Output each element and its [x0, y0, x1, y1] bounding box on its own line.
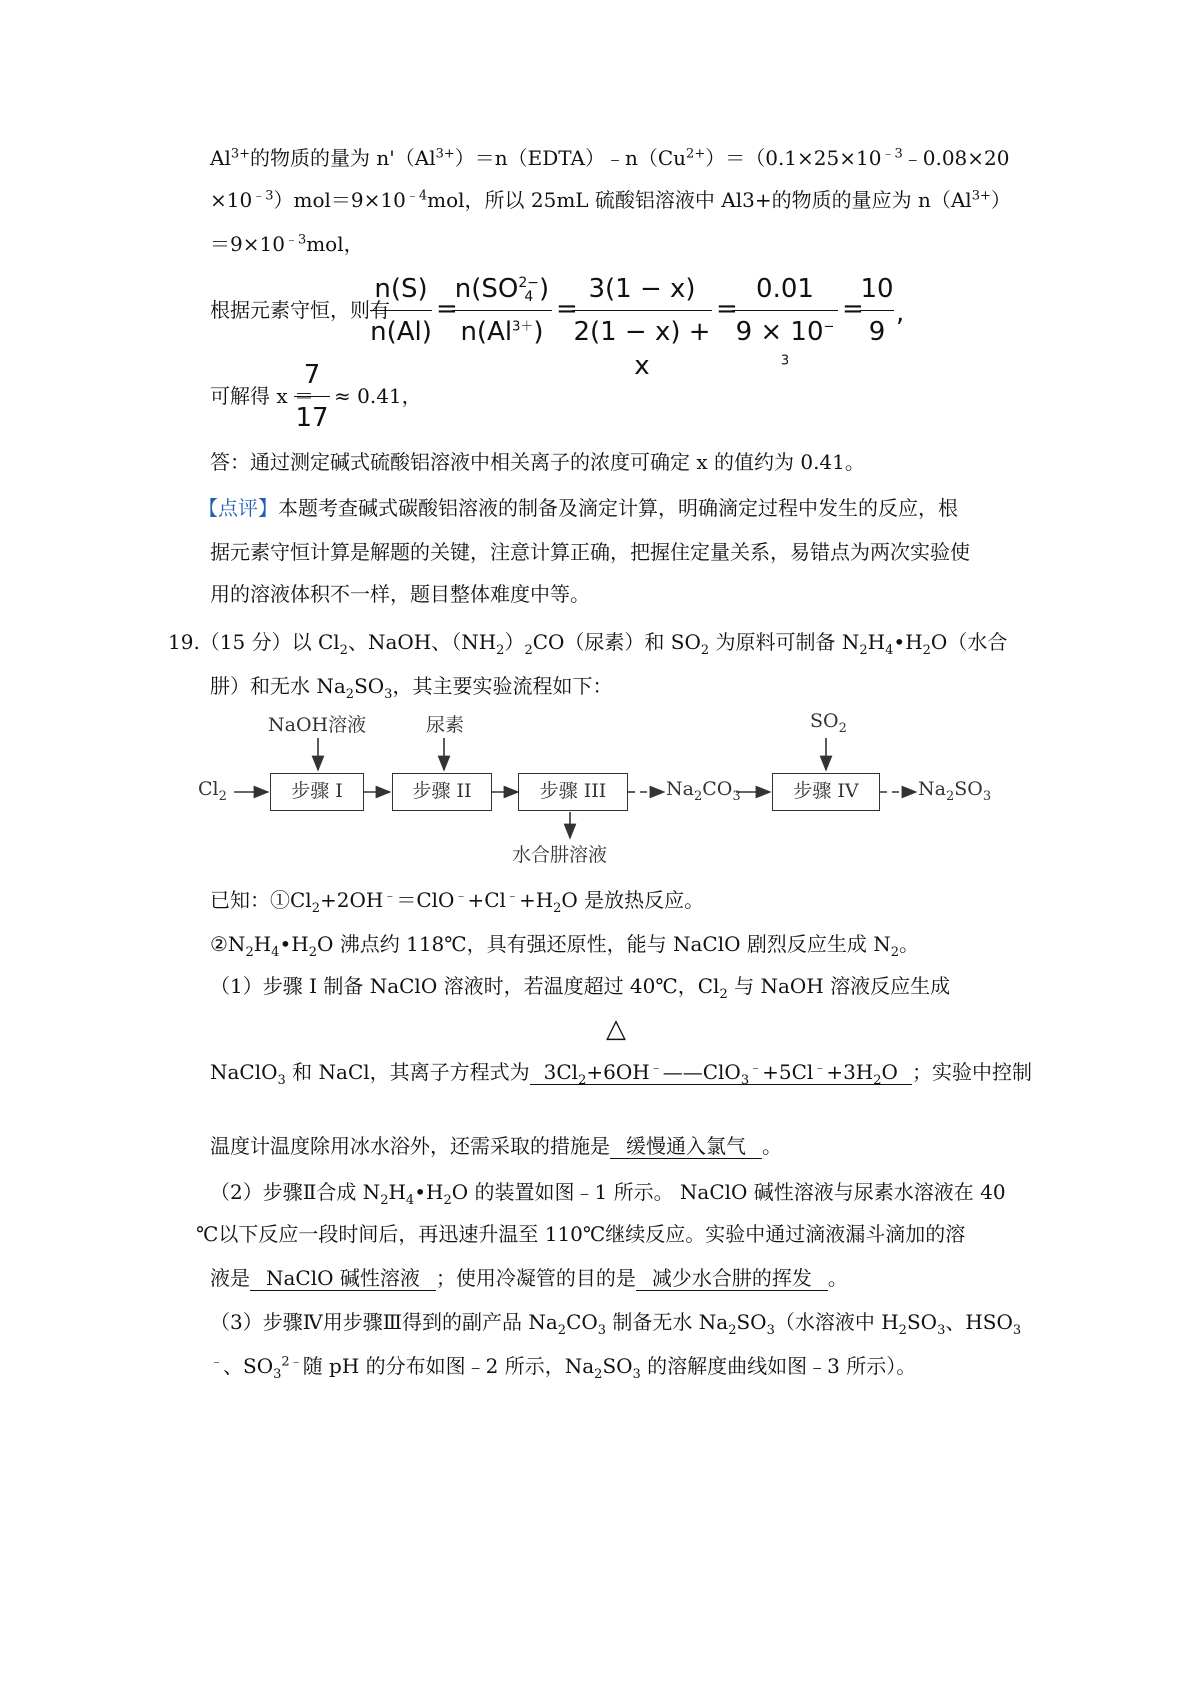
fraction-numeric: 0.01 $9 \times 10^{- 3}$	[732, 272, 838, 383]
step-1-box: 步骤 I	[270, 773, 364, 811]
fraction-x-expression: 3(1 − x) 2(1 − x) + x	[573, 274, 711, 381]
fraction-s-over-al: n(S) n(Al)	[370, 274, 432, 347]
dropping-solution-answer: NaClO 碱性溶液	[250, 1266, 436, 1291]
solution-line-2: $\times 10^{﹣3})mol=9\times 10^{﹣4}mol$，所以 25mL 硫酸铝溶液中 Al3+的物质的量应为 $n(Al^{3+})$	[210, 188, 1011, 212]
product-hydrazine-hydrate-solution: 水合肼溶液	[512, 844, 608, 866]
q19-intro-line-1: 19.（15 分）以 $Cl_2$、NaOH、$(NH_2)_2CO$（尿素）和 $SO_2$ 为原料可制备 $N_2H_4•H_2O$（水合	[168, 630, 1008, 658]
ionic-equation-answer: $3Cl_2+6OH^﹣——ClO_3^﹣+5Cl^﹣+3H_2O$	[530, 1060, 912, 1085]
input-cl2: $Cl_2$	[198, 778, 227, 804]
heating-symbol: △	[606, 1014, 626, 1044]
input-urea: 尿素	[426, 714, 465, 736]
input-naoh-solution: NaOH溶液	[268, 714, 367, 736]
part-2-line-3: 液是 NaClO 碱性溶液 ；使用冷凝管的目的是 减少水合肼的挥发 。	[210, 1266, 848, 1290]
fraction-so4-over-al: n(SO 2− 4 ) $n(Al^{3+})$	[452, 272, 552, 349]
part-1-line-2: NaClO$_3$ 和 NaCl，其离子方程式为 $3Cl_2+6OH^﹣——ClO_3^﹣+5Cl^﹣+3H_2O$ ；实验中控制	[210, 1060, 1032, 1088]
equation-prefix: 根据元素守恒，则有	[210, 298, 390, 322]
step-4-box: 步骤 IV	[772, 773, 880, 811]
fraction-seven-seventeenths: 7 17	[295, 360, 329, 433]
part-1-line-1: （1）步骤 I 制备 NaClO 溶液时，若温度超过 40℃，$Cl_2$ 与 NaOH 溶液反应生成	[210, 974, 951, 1002]
part-2-line-2: ℃以下反应一段时间后，再迅速升温至 110℃继续反应。实验中通过滴液漏斗滴加的溶	[196, 1222, 966, 1246]
q19-intro-line-2: 肼）和无水 $Na_2SO_3$，其主要实验流程如下：	[210, 674, 613, 702]
comma: ,	[896, 298, 905, 328]
solution-line-3: $=9\times 10^{﹣3}mol$，	[210, 232, 364, 256]
known-2: $②N_2H_4•H_2O$ 沸点约 118℃，具有强还原性，能与 NaClO 剧烈反应生成 $N_2$。	[210, 932, 920, 960]
comment-line-2: 据元素守恒计算是解题的关键，注意计算正确，把握住定量关系，易错点为两次实验使	[210, 540, 970, 564]
equals-sign: =	[556, 294, 578, 324]
equals-sign: =	[716, 294, 738, 324]
part-2-line-1: （2）步骤Ⅱ合成 $N_2H_4•H_2O$ 的装置如图﹣1 所示。 NaClO 碱性溶液与尿素水溶液在 40	[210, 1180, 1006, 1208]
comment-line-1: 【点评】本题考查碱式碳酸铝溶液的制备及滴定计算，明确滴定过程中发生的反应，根	[198, 496, 958, 520]
input-so2: $SO_2$	[810, 710, 847, 736]
answer-text: 答：通过测定碱式硫酸铝溶液中相关离子的浓度可确定 x 的值约为 0.41。	[210, 450, 865, 474]
intermediate-na2co3: $Na_2CO_3$	[666, 778, 741, 804]
condenser-purpose-answer: 减少水合肼的挥发	[636, 1266, 828, 1291]
product-na2so3: $Na_2SO_3$	[918, 778, 992, 804]
comment-line-3: 用的溶液体积不一样，题目整体难度中等。	[210, 582, 590, 606]
step-2-box: 步骤 II	[392, 773, 492, 811]
known-1: 已知：$①Cl_2+2OH^﹣=ClO^﹣+Cl^﹣+H_2O$ 是放热反应。	[210, 888, 705, 916]
fraction-ten-ninths: 10 9	[860, 274, 894, 347]
comment-tag: 【点评】	[198, 496, 278, 520]
equals-sign: =	[436, 294, 458, 324]
equals-sign: =	[842, 294, 864, 324]
solution-line-1: $Al^{3+}$的物质的量为 $n'(Al^{3+})=n(EDTA)﹣n(Cu^{2+})=(0.1\times 25\times 10^{﹣3}﹣0.08\times 20$	[210, 146, 1010, 170]
measure-answer: 缓慢通入氯气	[610, 1134, 762, 1159]
solve-result: ≈ 0.41，	[334, 384, 422, 408]
part-1-line-3: 温度计温度除用冰水浴外，还需采取的措施是 缓慢通入氯气 。	[210, 1134, 782, 1158]
part-3-line-1: （3）步骤Ⅳ用步骤Ⅲ得到的副产品 $Na_2CO_3$ 制备无水 $Na_2SO_3$（水溶液中 $H_2SO_3$、$HSO_3$	[210, 1310, 1022, 1338]
solve-prefix: 可解得 x ＝	[210, 384, 314, 408]
step-3-box: 步骤 III	[518, 773, 628, 811]
part-3-line-2: ﹣、$SO_3^{2﹣}$随 pH 的分布如图﹣2 所示，$Na_2SO_3$ 的溶解度曲线如图﹣3 所示）。	[210, 1354, 917, 1382]
